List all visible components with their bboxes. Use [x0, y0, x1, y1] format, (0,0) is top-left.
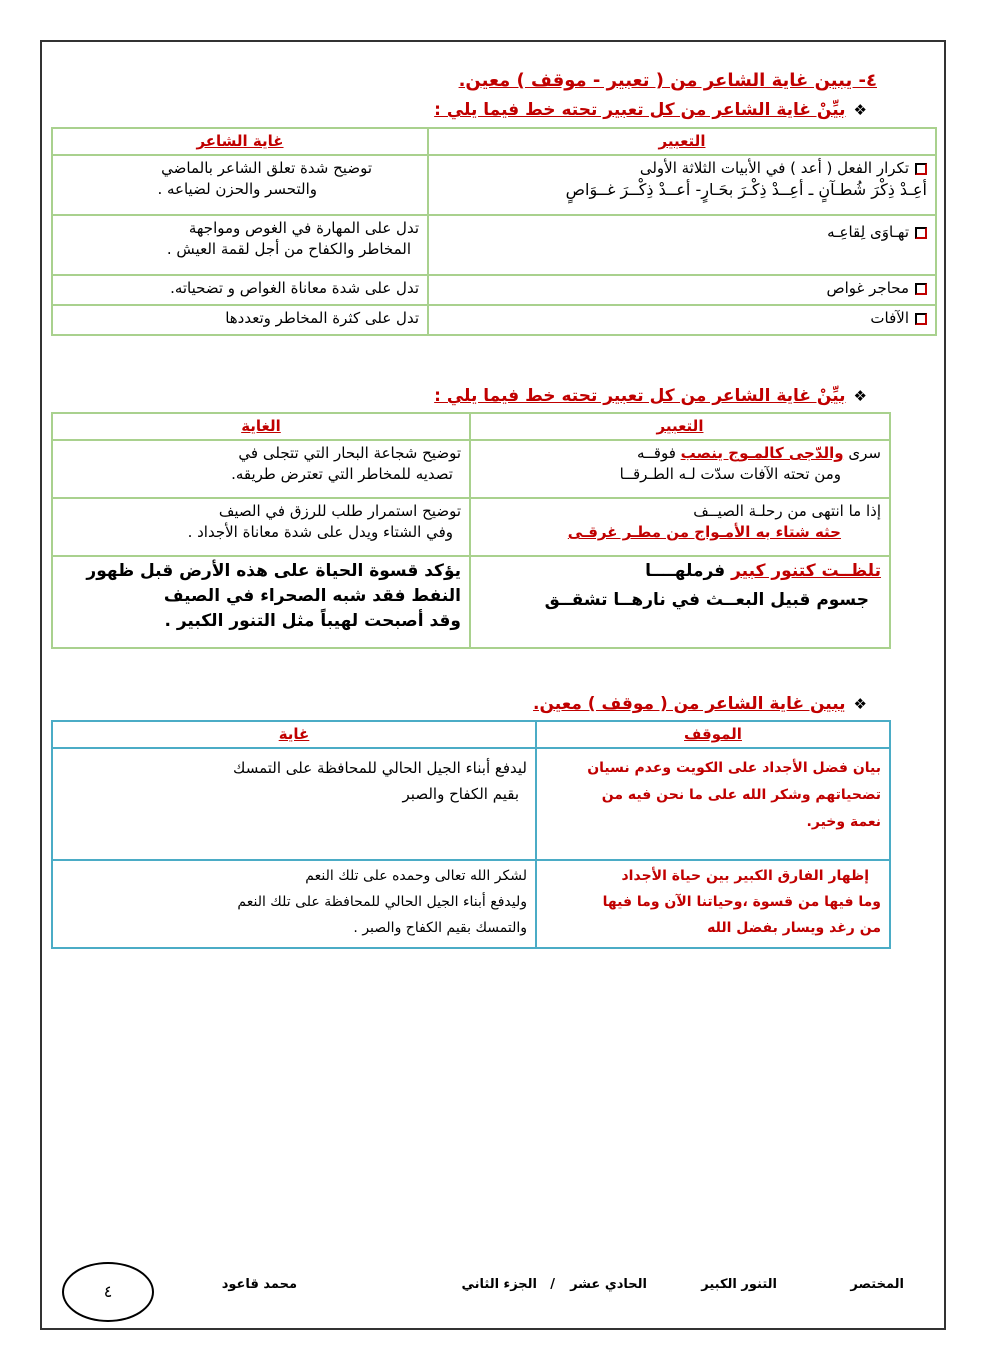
- purpose-cell: توضيح شجاعة البحار التي تتجلى في تصديه للمخاطر التي تعترض طريقه.: [52, 440, 470, 498]
- checkbox-icon: [915, 227, 927, 239]
- footer-separator: /: [550, 1277, 555, 1292]
- purpose-cell: يؤكد قسوة الحياة على هذه الأرض قبل ظهور النفط فقد شبه الصحراء في الصيف وقد أصبحت لهيباً مثل التنور الكبير .: [52, 556, 470, 648]
- section3-table: [51, 720, 891, 949]
- header-situation: الموقف: [536, 721, 890, 748]
- purpose-cell: لشكر الله تعالى وحمده على تلك النعم وليدفع أبناء الجيل الحالي للمحافظة على تلك النعم والتمسك بقيم الكفاح والصبر .: [52, 860, 536, 948]
- footer-lesson: التنور الكبير: [701, 1277, 777, 1292]
- section3-title: ❖يبين غاية الشاعر من ( موقف ) معين.: [533, 694, 867, 714]
- section1-title: ٤- يبين غاية الشاعر من ( تعبير - موقف ) معين.: [458, 70, 877, 91]
- situation-cell: بيان فضل الأجداد على الكويت وعدم نسيان تضحياتهم وشكر الله على ما نحن فيه من نعمة وخير.: [536, 748, 890, 860]
- purpose-cell: توضيح استمرار طلب للرزق في الصيف وفي الشتاء ويدل على شدة معاناة الأجداد .: [52, 498, 470, 556]
- footer-summary: المختصر: [850, 1277, 904, 1292]
- header-purpose: غاية الشاعر: [52, 128, 428, 155]
- header-purpose: غاية: [52, 721, 536, 748]
- footer-grade: الحادي عشر: [570, 1277, 647, 1292]
- checkbox-icon: [915, 313, 927, 325]
- diamond-bullet-icon: ❖: [853, 695, 867, 713]
- page-number: ٤: [62, 1262, 154, 1322]
- purpose-cell: تدل على المهارة في الغوص ومواجهة المخاطر والكفاح من أجل لقمة العيش .: [52, 215, 428, 275]
- expression-cell: إذا ما انتهى من رحلـة الصيــف حثه شتاء به الأمـواج من مطـر غرقـى: [470, 498, 890, 556]
- purpose-cell: تدل على كثرة المخاطر وتعددها: [52, 305, 428, 335]
- section2-subtitle: ❖بيِّنْ غاية الشاعر من كل تعبير تحته خط فيما يلي :: [434, 386, 867, 406]
- checkbox-icon: [915, 163, 927, 175]
- situation-cell: إظهار الفارق الكبير بين حياة الأجداد وما فيها من قسوة ،وحياتنا الآن وما فيها من رغد ويسار بفضل الله: [536, 860, 890, 948]
- expression-cell: تكرار الفعل ( أعد ) في الأبيات الثلاثة الأولى أعِـدْ ذِكْرَ شُطـآنٍ ـ أعِــدْ ذِكْـرَ بحَـارٍ- أعــدْ ذِكْــرَ غــوَاصٍ: [428, 155, 936, 215]
- section2-table: [51, 412, 891, 649]
- footer-part: الجزء الثاني: [461, 1277, 537, 1292]
- expression-cell: سرى والدّجى كالمـوج ينصب فوقــه ومن تحته الآفات سدّت لـه الطـرقــا: [470, 440, 890, 498]
- header-expression: التعبير: [470, 413, 890, 440]
- expression-cell: تهـاوَى لِقاعِـه: [428, 215, 936, 275]
- header-purpose: الغاية: [52, 413, 470, 440]
- checkbox-icon: [915, 283, 927, 295]
- section1-table: [51, 127, 937, 336]
- expression-cell: الآفات: [428, 305, 936, 335]
- footer-author: محمد قاعود: [221, 1277, 297, 1292]
- purpose-cell: ليدفع أبناء الجيل الحالي للمحافظة على التمسك بقيم الكفاح والصبر: [52, 748, 536, 860]
- expression-cell: تلظــت كتنور كبير فرملهــــا جسوم قبيل البعــث في نارهــا تشقــق: [470, 556, 890, 648]
- diamond-bullet-icon: ❖: [853, 101, 867, 119]
- purpose-cell: توضيح شدة تعلق الشاعر بالماضي والتحسر والحزن لضياعه .: [52, 155, 428, 215]
- diamond-bullet-icon: ❖: [853, 387, 867, 405]
- purpose-cell: تدل على شدة معاناة الغواص و تضحياته.: [52, 275, 428, 305]
- section1-subtitle: ❖بيِّنْ غاية الشاعر من كل تعبير تحته خط فيما يلي :: [434, 100, 867, 120]
- header-expression: التعبير: [428, 128, 936, 155]
- expression-cell: محاجر غواص: [428, 275, 936, 305]
